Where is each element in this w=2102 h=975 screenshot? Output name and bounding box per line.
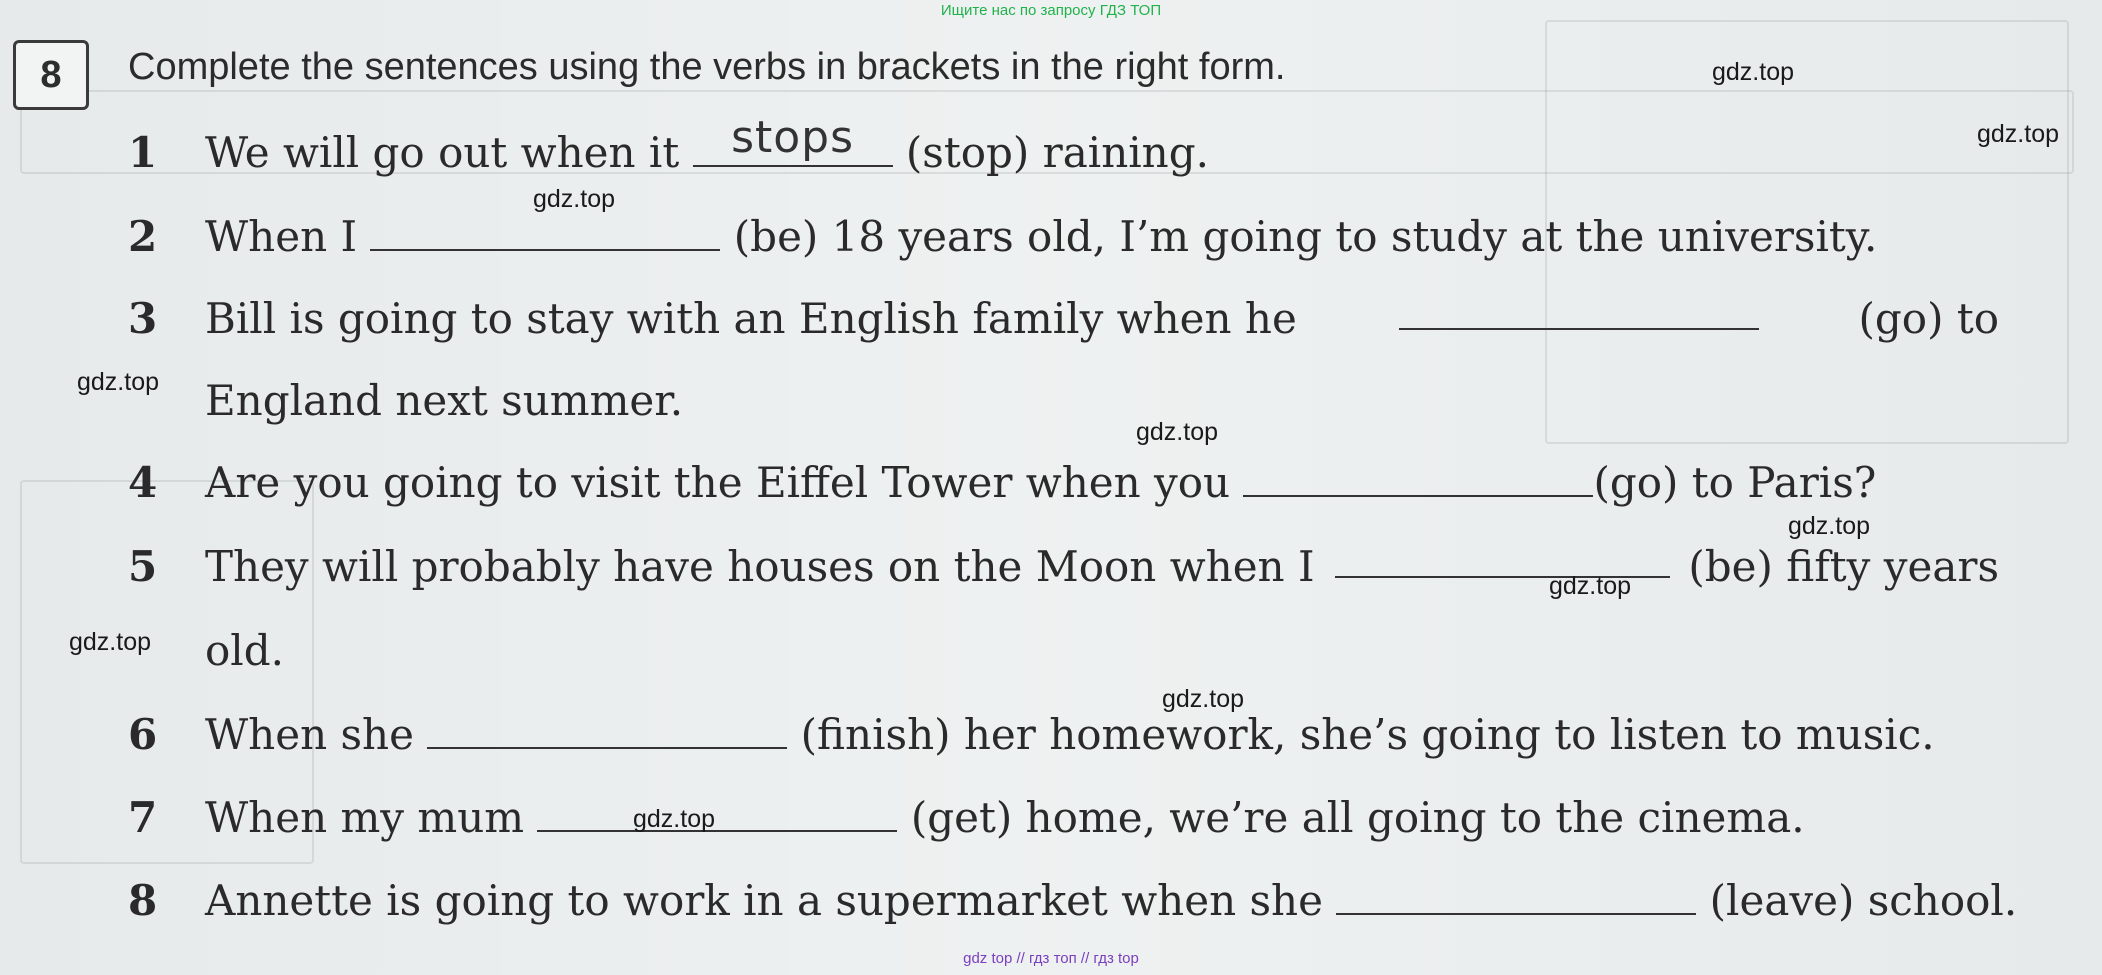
sentence-number: 1 xyxy=(128,128,158,177)
sentence-text-after: (go) to Paris? xyxy=(1593,458,1877,507)
handwritten-answer: stops xyxy=(731,112,855,163)
answer-blank[interactable] xyxy=(537,796,897,832)
watermark-text: gdz.top xyxy=(1136,418,1219,446)
sentence-number: 3 xyxy=(128,294,158,343)
sentence-text-continuation: England next summer. xyxy=(205,376,684,425)
answer-blank[interactable] xyxy=(427,713,787,749)
watermark-text: gdz.top xyxy=(69,628,152,656)
sentence-text-after: (be) fifty years xyxy=(1688,542,1999,591)
sentence-text-before: They will probably have houses on the Moon when I xyxy=(205,542,1315,591)
sentence-text-after: (be) 18 years old, I’m going to study at the university. xyxy=(733,212,1878,261)
sentence-text-before: When I xyxy=(205,212,358,261)
sentence-number: 5 xyxy=(128,542,158,591)
sentence-number: 7 xyxy=(128,793,158,842)
watermark-text: gdz.top xyxy=(1549,572,1632,600)
watermark-text: gdz.top xyxy=(1788,512,1871,540)
sentence-text-before: Bill is going to stay with an English family when he xyxy=(205,294,1297,343)
sentence-number: 4 xyxy=(128,458,158,507)
sentence-text-before: We will go out when it xyxy=(205,128,680,177)
top-promo-note[interactable]: Ищите нас по запросу ГДЗ ТОП xyxy=(940,2,1162,19)
watermark-text: gdz.top xyxy=(533,185,616,213)
sentence-text-before: Annette is going to work in a supermarket when she xyxy=(205,876,1323,925)
sentence-text-after: (stop) raining. xyxy=(905,128,1209,177)
exercise-number-badge: 8 xyxy=(13,40,89,110)
answer-blank[interactable] xyxy=(370,215,720,251)
sentence-text-before: When she xyxy=(205,710,414,759)
answer-blank[interactable] xyxy=(693,112,893,167)
watermark-text: gdz.top xyxy=(1712,58,1795,86)
sentence-text-after: (finish) her homework, she’s going to listen to music. xyxy=(800,710,1935,759)
sentence-number: 8 xyxy=(128,876,158,925)
sentence-number: 2 xyxy=(128,212,158,261)
sentence-text-before: Are you going to visit the Eiffel Tower when you xyxy=(205,458,1231,507)
answer-blank[interactable] xyxy=(1336,879,1696,915)
watermark-text: gdz.top xyxy=(1162,685,1245,713)
sentence-text-before: When my mum xyxy=(205,793,525,842)
watermark-text: gdz.top xyxy=(633,805,716,833)
sentence-text-after: (go) to xyxy=(1858,294,1999,343)
answer-blank[interactable] xyxy=(1243,461,1593,497)
sentence-number: 6 xyxy=(128,710,158,759)
bottom-promo-note[interactable]: gdz top // гдз топ // гдз top xyxy=(963,950,1139,967)
watermark-text: gdz.top xyxy=(77,368,160,396)
sentence-text-after: (get) home, we’re all going to the cinema. xyxy=(910,793,1805,842)
answer-blank[interactable] xyxy=(1399,294,1759,330)
sentence-text-after: (leave) school. xyxy=(1709,876,2018,925)
watermark-text: gdz.top xyxy=(1977,120,2060,148)
sentence-text-continuation: old. xyxy=(205,626,284,675)
exercise-instruction: Complete the sentences using the verbs in brackets in the right form. xyxy=(128,46,1286,88)
